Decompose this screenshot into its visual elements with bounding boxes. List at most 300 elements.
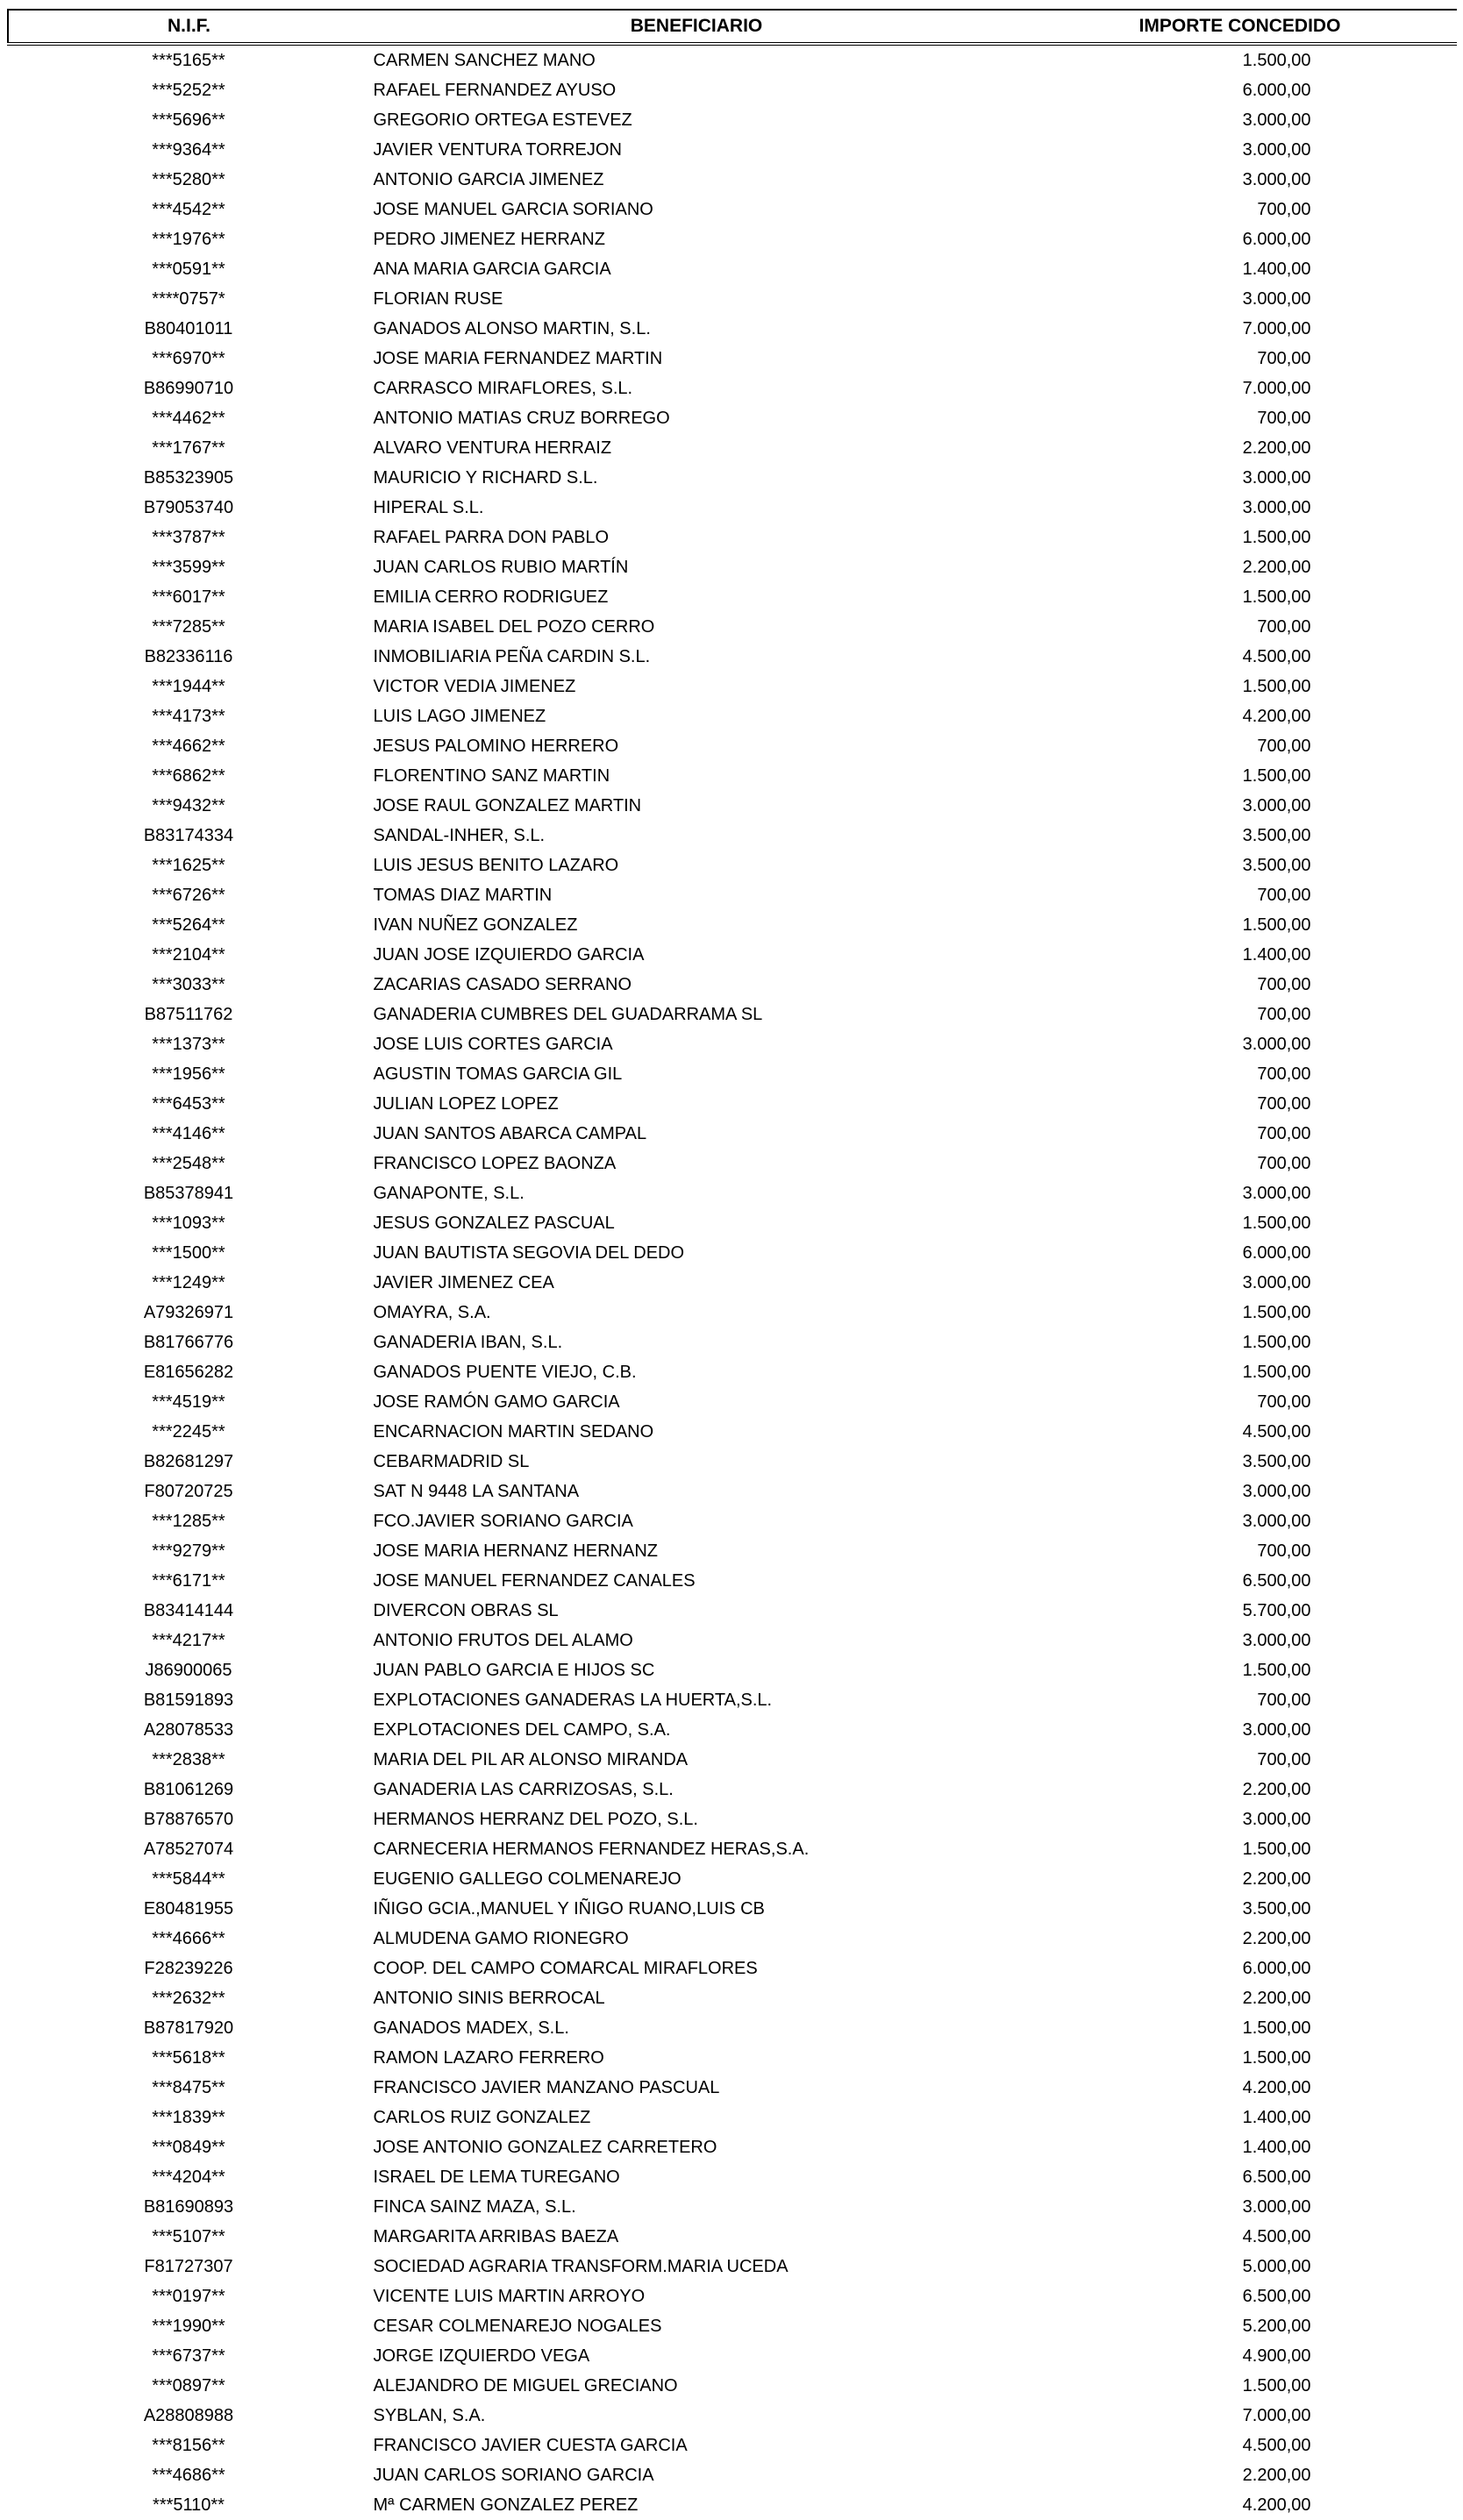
importe-cell: 4.500,00 <box>1242 2435 1311 2455</box>
nif-cell: ***1944** <box>152 676 225 696</box>
importe-cell: 6.500,00 <box>1242 2286 1311 2306</box>
nif-cell: A28808988 <box>143 2405 234 2425</box>
beneficiario-cell: FCO.JAVIER SORIANO GARCIA <box>373 1511 633 1531</box>
nif-cell: ***8475** <box>152 2077 225 2097</box>
beneficiario-cell: ANTONIO FRUTOS DEL ALAMO <box>373 1630 633 1650</box>
column-header-nif: N.I.F. <box>8 10 370 44</box>
nif-cell: ****0757* <box>152 288 225 309</box>
importe-cell: 2.200,00 <box>1242 2465 1311 2485</box>
importe-cell: 700,00 <box>1257 1749 1311 1769</box>
table-row <box>8 970 1457 1000</box>
importe-cell: 4.900,00 <box>1242 2346 1311 2366</box>
table-row <box>8 1238 1457 1268</box>
beneficiario-cell: JESUS PALOMINO HERRERO <box>373 736 619 756</box>
importe-cell: 700,00 <box>1257 1064 1311 1084</box>
importe-cell: 1.500,00 <box>1242 1332 1311 1352</box>
table-row <box>8 463 1457 493</box>
beneficiario-cell: CEBARMADRID SL <box>373 1451 530 1471</box>
nif-cell: ***4666** <box>152 1928 225 1948</box>
beneficiario-cell: GANAPONTE, S.L. <box>373 1183 525 1203</box>
table-row <box>8 2192 1457 2222</box>
importe-cell: 1.400,00 <box>1242 2137 1311 2157</box>
nif-cell: ***3787** <box>152 527 225 547</box>
nif-cell: ***1093** <box>152 1213 225 1233</box>
nif-cell: B83174334 <box>143 825 234 845</box>
importe-cell: 700,00 <box>1257 1690 1311 1710</box>
beneficiario-cell: ZACARIAS CASADO SERRANO <box>373 974 632 994</box>
beneficiario-cell: RAFAEL PARRA DON PABLO <box>373 527 610 547</box>
importe-cell: 700,00 <box>1257 974 1311 994</box>
table-row <box>8 1357 1457 1387</box>
nif-cell: ***5252** <box>152 80 225 100</box>
beneficiario-cell: GANADERIA CUMBRES DEL GUADARRAMA SL <box>373 1004 763 1024</box>
table-row <box>8 2252 1457 2282</box>
table-row <box>8 1387 1457 1417</box>
beneficiario-cell: SOCIEDAD AGRARIA TRANSFORM.MARIA UCEDA <box>373 2256 789 2276</box>
table-row <box>8 1208 1457 1238</box>
nif-cell: ***6737** <box>152 2346 225 2366</box>
beneficiario-cell: FRANCISCO LOPEZ BAONZA <box>373 1153 617 1173</box>
beneficiario-cell: JUAN BAUTISTA SEGOVIA DEL DEDO <box>373 1242 685 1263</box>
nif-cell: ***4519** <box>152 1392 225 1412</box>
beneficiario-cell: JOSE LUIS CORTES GARCIA <box>373 1034 613 1054</box>
importe-cell: 1.400,00 <box>1242 2107 1311 2127</box>
beneficiario-cell: VICENTE LUIS MARTIN ARROYO <box>373 2286 646 2306</box>
importe-cell: 7.000,00 <box>1242 378 1311 398</box>
nif-cell: ***6862** <box>152 765 225 786</box>
table-row <box>8 1954 1457 1983</box>
table-row <box>8 1626 1457 1655</box>
importe-cell: 1.400,00 <box>1242 944 1311 965</box>
beneficiario-cell: RAFAEL FERNANDEZ AYUSO <box>373 80 617 100</box>
beneficiario-cell: ENCARNACION MARTIN SEDANO <box>373 1421 654 1442</box>
table-row <box>8 1000 1457 1029</box>
importe-cell: 700,00 <box>1257 1093 1311 1114</box>
nif-cell: ***8156** <box>152 2435 225 2455</box>
importe-cell: 4.200,00 <box>1242 2495 1311 2515</box>
nif-cell: B81591893 <box>143 1690 234 1710</box>
nif-cell: B85323905 <box>143 467 234 488</box>
importe-cell: 3.000,00 <box>1242 1511 1311 1531</box>
table-row <box>8 1745 1457 1775</box>
beneficiario-cell: TOMAS DIAZ MARTIN <box>373 885 553 905</box>
table-row <box>8 1715 1457 1745</box>
importe-cell: 1.500,00 <box>1242 2047 1311 2068</box>
table-row <box>8 374 1457 403</box>
nif-cell: ***2838** <box>152 1749 225 1769</box>
table-row <box>8 940 1457 970</box>
importe-cell: 6.500,00 <box>1242 1570 1311 1591</box>
nif-cell: ***1767** <box>152 438 225 458</box>
table-row <box>8 2222 1457 2252</box>
beneficiario-cell: JUAN PABLO GARCIA E HIJOS SC <box>373 1660 655 1680</box>
importe-cell: 6.000,00 <box>1242 80 1311 100</box>
nif-cell: E80481955 <box>143 1898 234 1918</box>
importe-cell: 700,00 <box>1257 885 1311 905</box>
importe-cell: 5.200,00 <box>1242 2316 1311 2336</box>
importe-cell: 5.700,00 <box>1242 1600 1311 1620</box>
nif-cell: F80720725 <box>144 1481 233 1501</box>
importe-cell: 3.000,00 <box>1242 1481 1311 1501</box>
nif-cell: ***5264** <box>152 915 225 935</box>
beneficiario-cell: FLORENTINO SANZ MARTIN <box>373 765 610 786</box>
nif-cell: ***5110** <box>153 2495 225 2515</box>
importe-cell: 3.000,00 <box>1242 139 1311 160</box>
table-row <box>8 493 1457 523</box>
importe-cell: 3.000,00 <box>1242 497 1311 517</box>
beneficiario-cell: EMILIA CERRO RODRIGUEZ <box>373 587 609 607</box>
table-row <box>8 2162 1457 2192</box>
nif-cell: B81061269 <box>143 1779 234 1799</box>
table-row <box>8 2043 1457 2073</box>
importe-cell: 7.000,00 <box>1242 318 1311 338</box>
importe-cell: 3.000,00 <box>1242 1183 1311 1203</box>
importe-cell: 3.000,00 <box>1242 288 1311 309</box>
importe-cell: 700,00 <box>1257 616 1311 637</box>
nif-cell: ***4686** <box>152 2465 225 2485</box>
beneficiario-cell: EXPLOTACIONES GANADERAS LA HUERTA,S.L. <box>373 1690 773 1710</box>
beneficiario-cell: JOSE MARIA FERNANDEZ MARTIN <box>373 348 663 368</box>
beneficiario-cell: HIPERAL S.L. <box>373 497 484 517</box>
nif-cell: F81727307 <box>144 2256 233 2276</box>
table-row <box>8 2490 1457 2520</box>
beneficiario-cell: MARGARITA ARRIBAS BAEZA <box>373 2226 619 2246</box>
table-row <box>8 2311 1457 2341</box>
nif-cell: B81766776 <box>143 1332 234 1352</box>
nif-cell: ***3599** <box>152 557 225 577</box>
importe-cell: 3.000,00 <box>1242 1809 1311 1829</box>
table-row <box>8 1298 1457 1328</box>
table-row <box>8 1924 1457 1954</box>
beneficiario-cell: ANTONIO MATIAS CRUZ BORREGO <box>373 408 670 428</box>
nif-cell: ***4146** <box>152 1123 225 1143</box>
beneficiario-cell: ANTONIO SINIS BERROCAL <box>373 1988 605 2008</box>
importe-cell: 1.500,00 <box>1242 2018 1311 2038</box>
column-header-importe-concedido: IMPORTE CONCEDIDO <box>1024 10 1457 44</box>
importe-cell: 4.500,00 <box>1242 1421 1311 1442</box>
importe-cell: 700,00 <box>1257 348 1311 368</box>
beneficiario-cell: JUAN CARLOS SORIANO GARCIA <box>373 2465 654 2485</box>
importe-cell: 700,00 <box>1257 1123 1311 1143</box>
nif-cell: ***4217** <box>152 1630 225 1650</box>
beneficiario-cell: GANADOS PUENTE VIEJO, C.B. <box>373 1362 637 1382</box>
importe-cell: 6.000,00 <box>1242 1958 1311 1978</box>
importe-cell: 4.500,00 <box>1242 2226 1311 2246</box>
importe-cell: 1.500,00 <box>1242 2375 1311 2395</box>
beneficiario-cell: GANADERIA LAS CARRIZOSAS, S.L. <box>373 1779 674 1799</box>
nif-cell: ***5280** <box>152 169 225 189</box>
nif-cell: ***4204** <box>152 2167 225 2187</box>
table-row <box>8 1834 1457 1864</box>
importe-cell: 2.200,00 <box>1242 438 1311 458</box>
table-row <box>8 880 1457 910</box>
nif-cell: ***1625** <box>152 855 225 875</box>
beneficiario-cell: GANADERIA IBAN, S.L. <box>373 1332 563 1352</box>
table-row <box>8 1864 1457 1894</box>
nif-cell: ***0591** <box>152 259 225 279</box>
table-row <box>8 2341 1457 2371</box>
importe-cell: 3.500,00 <box>1242 855 1311 875</box>
beneficiario-cell: JUAN JOSE IZQUIERDO GARCIA <box>373 944 645 965</box>
table-row <box>8 2401 1457 2431</box>
nif-cell: ***1976** <box>152 229 225 249</box>
column-header-beneficiario: BENEFICIARIO <box>370 10 1024 44</box>
importe-cell: 5.000,00 <box>1242 2256 1311 2276</box>
nif-cell: ***1500** <box>152 1242 225 1263</box>
table-row <box>8 44 1457 75</box>
nif-cell: B80401011 <box>144 318 233 338</box>
table-row <box>8 821 1457 851</box>
importe-cell: 3.000,00 <box>1242 795 1311 815</box>
nif-cell: ***4462** <box>152 408 225 428</box>
importe-cell: 1.400,00 <box>1242 259 1311 279</box>
beneficiario-cell: DIVERCON OBRAS SL <box>373 1600 559 1620</box>
beneficiario-cell: MAURICIO Y RICHARD S.L. <box>373 467 598 488</box>
beneficiario-cell: RAMON LAZARO FERRERO <box>373 2047 604 2068</box>
nif-cell: ***0849** <box>152 2137 225 2157</box>
beneficiario-cell: HERMANOS HERRANZ DEL POZO, S.L. <box>373 1809 698 1829</box>
importe-cell: 3.500,00 <box>1242 1898 1311 1918</box>
table-row <box>8 2013 1457 2043</box>
importe-cell: 1.500,00 <box>1242 50 1311 70</box>
importe-cell: 700,00 <box>1257 199 1311 219</box>
beneficiario-cell: COOP. DEL CAMPO COMARCAL MIRAFLORES <box>373 1958 758 1978</box>
table-row <box>8 165 1457 195</box>
importe-cell: 2.200,00 <box>1242 1779 1311 1799</box>
beneficiario-cell: JOSE MANUEL FERNANDEZ CANALES <box>373 1570 696 1591</box>
table-row <box>8 1268 1457 1298</box>
beneficiario-cell: IÑIGO GCIA.,MANUEL Y IÑIGO RUANO,LUIS CB <box>373 1898 765 1918</box>
table-row <box>8 1596 1457 1626</box>
table-row <box>8 433 1457 463</box>
nif-cell: ***6017** <box>152 587 225 607</box>
nif-cell: B78876570 <box>143 1809 234 1829</box>
beneficiario-cell: GANADOS MADEX, S.L. <box>373 2018 569 2038</box>
importe-cell: 3.000,00 <box>1242 110 1311 130</box>
nif-cell: ***2104** <box>152 944 225 965</box>
beneficiario-cell: JOSE MANUEL GARCIA SORIANO <box>373 199 653 219</box>
beneficiario-cell: LUIS LAGO JIMENEZ <box>373 706 546 726</box>
importe-cell: 700,00 <box>1257 1153 1311 1173</box>
table-row <box>8 612 1457 642</box>
table-row <box>8 2132 1457 2162</box>
beneficiario-cell: EXPLOTACIONES DEL CAMPO, S.A. <box>373 1719 671 1740</box>
beneficiario-cell: ANA MARIA GARCIA GARCIA <box>373 259 611 279</box>
table-row <box>8 731 1457 761</box>
nif-cell: ***7285** <box>152 616 225 637</box>
beneficiario-cell: JAVIER VENTURA TORREJON <box>373 139 622 160</box>
beneficiario-cell: PEDRO JIMENEZ HERRANZ <box>373 229 605 249</box>
beneficiario-cell: CARNECERIA HERMANOS FERNANDEZ HERAS,S.A. <box>373 1839 810 1859</box>
nif-cell: A78527074 <box>143 1839 234 1859</box>
beneficiario-cell: JUAN CARLOS RUBIO MARTÍN <box>373 557 629 577</box>
importe-cell: 3.000,00 <box>1242 1719 1311 1740</box>
nif-cell: A28078533 <box>143 1719 234 1740</box>
table-row <box>8 1805 1457 1834</box>
table-row <box>8 2073 1457 2103</box>
nif-cell: ***0897** <box>152 2375 225 2395</box>
table-row <box>8 105 1457 135</box>
nif-cell: ***9432** <box>152 795 225 815</box>
table-row <box>8 1059 1457 1089</box>
nif-cell: B79053740 <box>143 497 234 517</box>
table-row <box>8 1149 1457 1178</box>
nif-cell: ***5844** <box>152 1869 225 1889</box>
nif-cell: B82336116 <box>144 646 233 666</box>
table-row <box>8 224 1457 254</box>
table-row <box>8 2431 1457 2460</box>
importe-cell: 3.000,00 <box>1242 467 1311 488</box>
table-row <box>8 1655 1457 1685</box>
importe-cell: 2.200,00 <box>1242 1928 1311 1948</box>
beneficiario-cell: VICTOR VEDIA JIMENEZ <box>373 676 576 696</box>
nif-cell: ***0197** <box>152 2286 225 2306</box>
beneficiario-cell: CARMEN SANCHEZ MANO <box>373 50 596 70</box>
beneficiario-cell: AGUSTIN TOMAS GARCIA GIL <box>373 1064 623 1084</box>
nif-cell: B83414144 <box>143 1600 234 1620</box>
importe-cell: 1.500,00 <box>1242 1302 1311 1322</box>
table-row <box>8 851 1457 880</box>
table-row <box>8 1566 1457 1596</box>
beneficiario-cell: MARIA DEL PIL AR ALONSO MIRANDA <box>373 1749 689 1769</box>
nif-cell: ***1839** <box>152 2107 225 2127</box>
table-row <box>8 2460 1457 2490</box>
beneficiario-cell: JOSE RAUL GONZALEZ MARTIN <box>373 795 642 815</box>
table-row <box>8 2103 1457 2132</box>
beneficiario-cell: JOSE RAMÓN GAMO GARCIA <box>373 1392 620 1412</box>
beneficiario-cell: SAT N 9448 LA SANTANA <box>373 1481 580 1501</box>
importe-cell: 700,00 <box>1257 1004 1311 1024</box>
table-row <box>8 1894 1457 1924</box>
nif-cell: B81690893 <box>143 2196 234 2217</box>
nif-cell: F28239226 <box>144 1958 233 1978</box>
table-row <box>8 135 1457 165</box>
table-row <box>8 1178 1457 1208</box>
beneficiario-cell: JORGE IZQUIERDO VEGA <box>373 2346 590 2366</box>
importe-cell: 1.500,00 <box>1242 1660 1311 1680</box>
nif-cell: ***3033** <box>152 974 225 994</box>
beneficiario-cell: MARIA ISABEL DEL POZO CERRO <box>373 616 655 637</box>
nif-cell: ***1249** <box>152 1272 225 1292</box>
nif-cell: B86990710 <box>143 378 234 398</box>
beneficiario-cell: FRANCISCO JAVIER MANZANO PASCUAL <box>373 2077 720 2097</box>
importe-cell: 3.000,00 <box>1242 1630 1311 1650</box>
table-row <box>8 1685 1457 1715</box>
table-row <box>8 75 1457 105</box>
beneficiario-cell: GANADOS ALONSO MARTIN, S.L. <box>373 318 651 338</box>
header-row <box>8 10 1457 44</box>
table-row <box>8 2282 1457 2311</box>
beneficiario-cell: JOSE ANTONIO GONZALEZ CARRETERO <box>373 2137 717 2157</box>
nif-cell: B87817920 <box>143 2018 234 2038</box>
importe-cell: 4.200,00 <box>1242 706 1311 726</box>
beneficiario-cell: LUIS JESUS BENITO LAZARO <box>373 855 619 875</box>
importe-cell: 6.000,00 <box>1242 1242 1311 1263</box>
nif-cell: ***9279** <box>152 1541 225 1561</box>
nif-cell: ***4173** <box>152 706 225 726</box>
importe-cell: 2.200,00 <box>1242 557 1311 577</box>
importe-cell: 1.500,00 <box>1242 1362 1311 1382</box>
nif-cell: ***5165** <box>152 50 225 70</box>
importe-cell: 1.500,00 <box>1242 527 1311 547</box>
beneficiario-cell: JOSE MARIA HERNANZ HERNANZ <box>373 1541 658 1561</box>
beneficiario-cell: ALMUDENA GAMO RIONEGRO <box>373 1928 629 1948</box>
table-row <box>8 701 1457 731</box>
nif-cell: ***1373** <box>152 1034 225 1054</box>
table-row <box>8 523 1457 552</box>
nif-cell: ***6453** <box>152 1093 225 1114</box>
nif-cell: ***1285** <box>152 1511 225 1531</box>
beneficiario-cell: ANTONIO GARCIA JIMENEZ <box>373 169 604 189</box>
nif-cell: ***9364** <box>152 139 225 160</box>
nif-cell: B87511762 <box>144 1004 233 1024</box>
nif-cell: ***5618** <box>152 2047 225 2068</box>
table-row <box>8 1119 1457 1149</box>
table-row <box>8 195 1457 224</box>
importe-cell: 700,00 <box>1257 1541 1311 1561</box>
nif-cell: ***6970** <box>152 348 225 368</box>
table-row <box>8 552 1457 582</box>
table-row <box>8 642 1457 672</box>
table-row <box>8 284 1457 314</box>
importe-cell: 6.000,00 <box>1242 229 1311 249</box>
beneficiario-cell: OMAYRA, S.A. <box>373 1302 491 1322</box>
importe-cell: 1.500,00 <box>1242 1213 1311 1233</box>
nif-cell: A79326971 <box>143 1302 234 1322</box>
nif-cell: ***5696** <box>152 110 225 130</box>
nif-cell: ***2548** <box>152 1153 225 1173</box>
table-row <box>8 1506 1457 1536</box>
table-row <box>8 910 1457 940</box>
table-row <box>8 344 1457 374</box>
table-row <box>8 403 1457 433</box>
importe-cell: 1.500,00 <box>1242 765 1311 786</box>
importe-cell: 2.200,00 <box>1242 1869 1311 1889</box>
table-row <box>8 672 1457 701</box>
importe-cell: 700,00 <box>1257 408 1311 428</box>
importe-cell: 6.500,00 <box>1242 2167 1311 2187</box>
beneficiario-cell: ALEJANDRO DE MIGUEL GRECIANO <box>373 2375 678 2395</box>
table-row <box>8 1328 1457 1357</box>
importe-cell: 3.500,00 <box>1242 825 1311 845</box>
importe-cell: 3.000,00 <box>1242 169 1311 189</box>
table-header <box>8 10 1457 44</box>
beneficiario-cell: SANDAL-INHER, S.L. <box>373 825 546 845</box>
table-row <box>8 1417 1457 1447</box>
beneficiario-cell: IVAN NUÑEZ GONZALEZ <box>373 915 578 935</box>
importe-cell: 3.000,00 <box>1242 1034 1311 1054</box>
importe-cell: 3.000,00 <box>1242 1272 1311 1292</box>
beneficiario-cell: JULIAN LOPEZ LOPEZ <box>373 1093 559 1114</box>
beneficiario-cell: CARRASCO MIRAFLORES, S.L. <box>373 378 633 398</box>
beneficiario-cell: GREGORIO ORTEGA ESTEVEZ <box>373 110 632 130</box>
table-row <box>8 2371 1457 2401</box>
beneficiario-cell: ALVARO VENTURA HERRAIZ <box>373 438 612 458</box>
importe-cell: 2.200,00 <box>1242 1988 1311 2008</box>
beneficiario-cell: JAVIER JIMENEZ CEA <box>373 1272 554 1292</box>
table-row <box>8 761 1457 791</box>
importe-cell: 700,00 <box>1257 736 1311 756</box>
importe-cell: 4.500,00 <box>1242 646 1311 666</box>
table-row <box>8 314 1457 344</box>
table-row <box>8 1477 1457 1506</box>
importe-cell: 3.500,00 <box>1242 1451 1311 1471</box>
beneficiaries-table <box>7 9 1457 2520</box>
table-row <box>8 1775 1457 1805</box>
table-row <box>8 1447 1457 1477</box>
beneficiario-cell: CARLOS RUIZ GONZALEZ <box>373 2107 591 2127</box>
nif-cell: ***5107** <box>152 2226 225 2246</box>
